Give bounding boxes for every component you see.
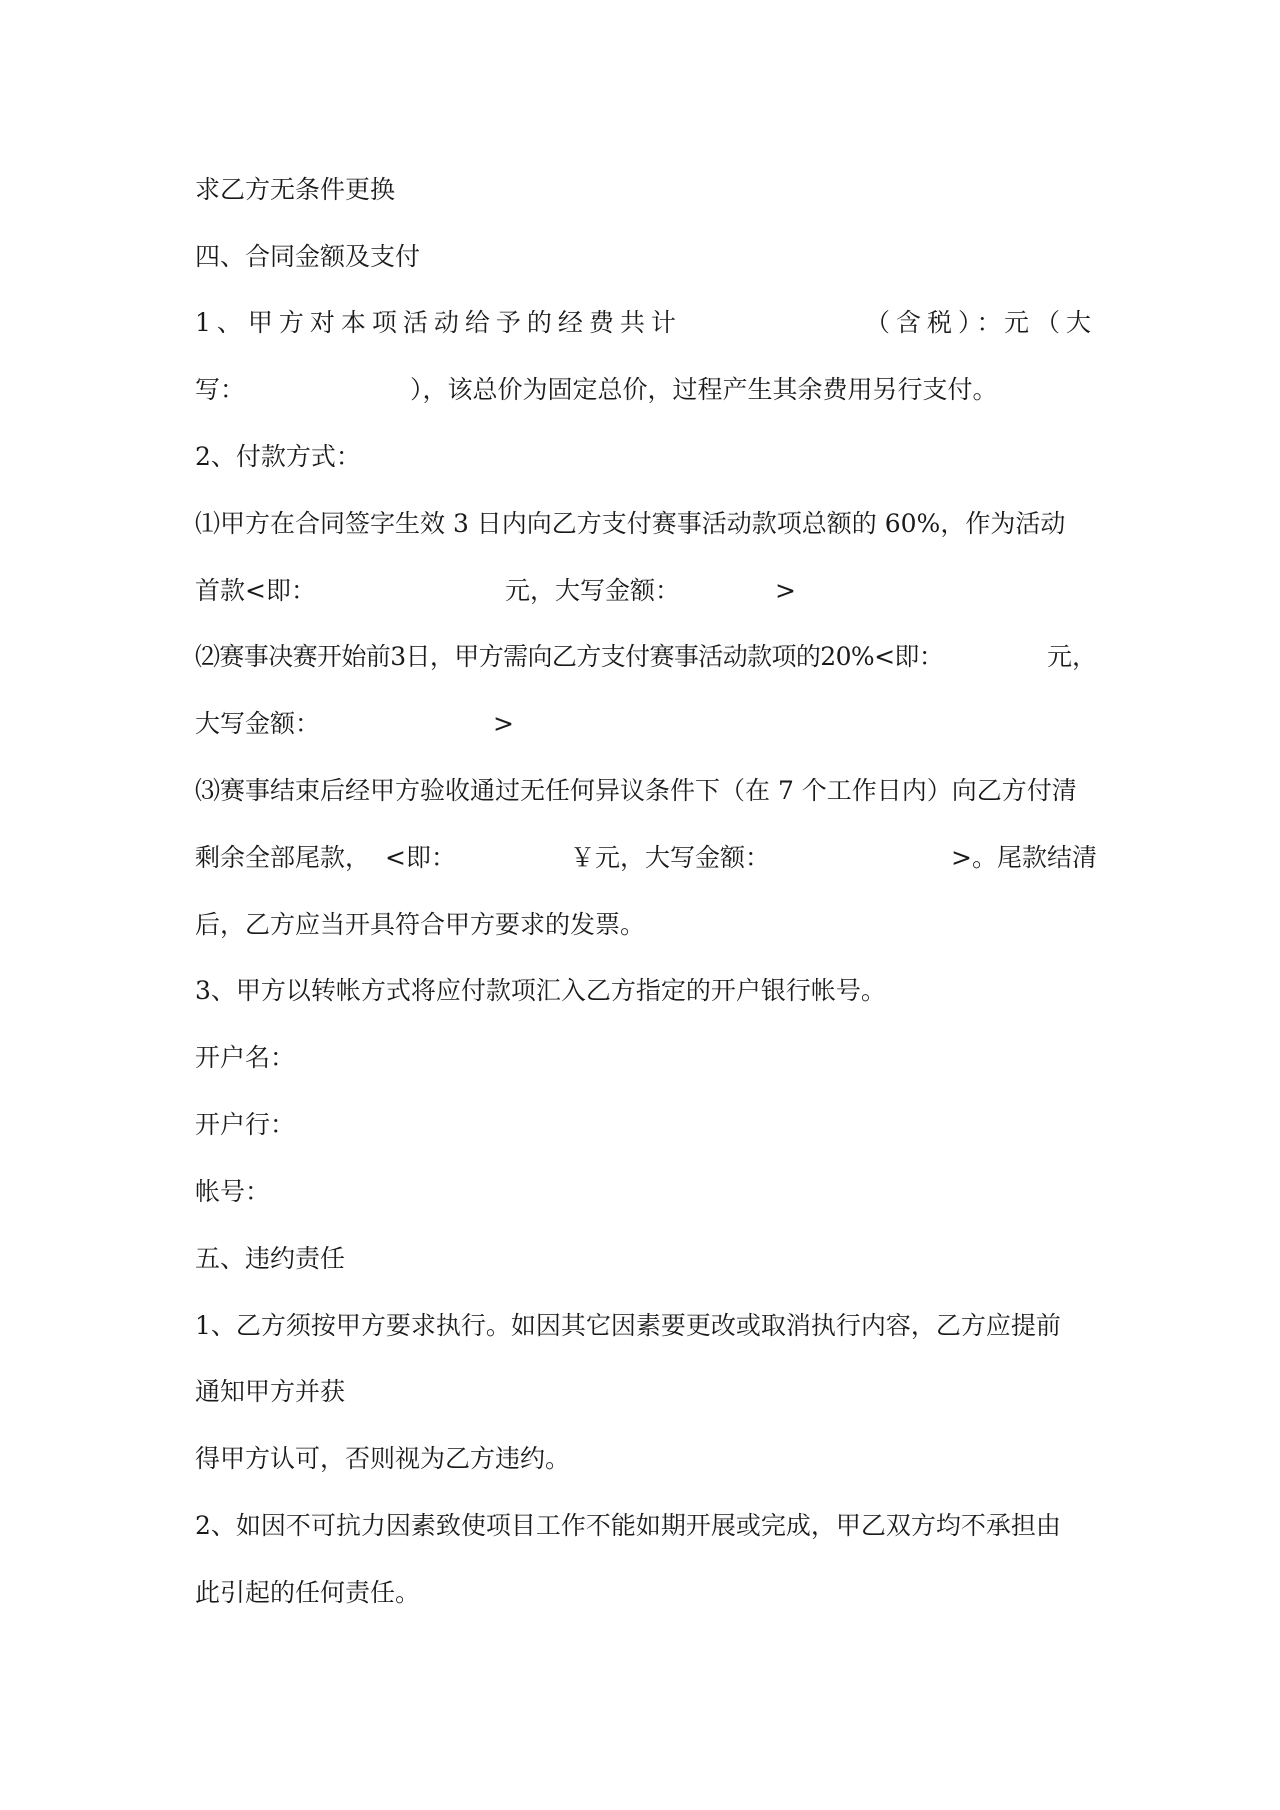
- clause-1-tax-note: （含税）：: [865, 308, 1008, 337]
- payment-term-3-continued: [195, 838, 1097, 878]
- invoice-note: 后，乙方应当开具符合甲方要求的发票。: [195, 910, 646, 939]
- clause-1-line: [195, 303, 1097, 343]
- section-heading-contract-amount: 四、合同金额及支付: [195, 242, 421, 271]
- paragraph-line: 求乙方无条件更换: [195, 175, 396, 204]
- second-payment-close: >: [493, 709, 514, 738]
- payment-term-2-unit: 元，: [1046, 642, 1097, 671]
- bank-name-label: 开户行：: [195, 1110, 296, 1139]
- breach-clause-1-continued: 通知甲方并获: [195, 1377, 346, 1406]
- account-name-label: 开户名：: [195, 1043, 296, 1072]
- first-payment-label: 首款<即：: [195, 576, 316, 605]
- payment-term-1-continued: [195, 571, 1097, 611]
- final-payment-amount-label: <即：: [385, 843, 456, 872]
- breach-clause-1-end: 得甲方认可，否则视为乙方违约。: [195, 1444, 571, 1473]
- final-payment-close: >。尾款结清: [951, 843, 1097, 872]
- final-payment-label: 剩余全部尾款，: [195, 843, 371, 872]
- payment-term-2-continued: [195, 704, 1097, 744]
- second-payment-uppercase-label: 大写金额：: [195, 709, 321, 738]
- uppercase-amount-label: 写：: [195, 375, 246, 404]
- section-heading-breach: 五、违约责任: [195, 1244, 346, 1273]
- payment-term-1: ⑴甲方在合同签字生效 3 日内向乙方支付赛事活动款项总额的 60%，作为活动: [195, 509, 1066, 538]
- payment-term-2-text: ⑵赛事决赛开始前3日，甲方需向乙方支付赛事活动款项的20%<即：: [195, 642, 944, 671]
- force-majeure-clause-continued: 此引起的任何责任。: [195, 1578, 421, 1607]
- force-majeure-clause: 2、如因不可抗力因素致使项目工作不能如期开展或完成，甲乙双方均不承担由: [195, 1511, 1061, 1540]
- clause-1-continued: [195, 370, 1097, 410]
- breach-clause-1: 1、乙方须按甲方要求执行。如因其它因素要更改或取消执行内容，乙方应提前: [195, 1311, 1061, 1340]
- payment-term-3: ⑶赛事结束后经甲方验收通过无任何异议条件下（在 7 个工作日内）向乙方付清: [195, 776, 1077, 805]
- fixed-price-note: ），该总价为固定总价，过程产生其余费用另行支付。: [410, 375, 998, 404]
- clause-1-unit: 元（大: [1003, 308, 1097, 337]
- payment-term-2: [195, 637, 1097, 677]
- account-number-label: 帐号：: [195, 1177, 271, 1206]
- first-payment-uppercase-label: 元，大写金额：: [505, 576, 681, 605]
- first-payment-close: >: [775, 576, 796, 605]
- clause-1-text: 1、甲方对本项活动给予的经费共计: [195, 308, 682, 337]
- final-payment-uppercase-label: ￥元，大写金额：: [570, 843, 771, 872]
- bank-transfer-clause: 3、甲方以转帐方式将应付款项汇入乙方指定的开户银行帐号。: [195, 976, 886, 1005]
- payment-method-heading: 2、付款方式：: [195, 442, 361, 471]
